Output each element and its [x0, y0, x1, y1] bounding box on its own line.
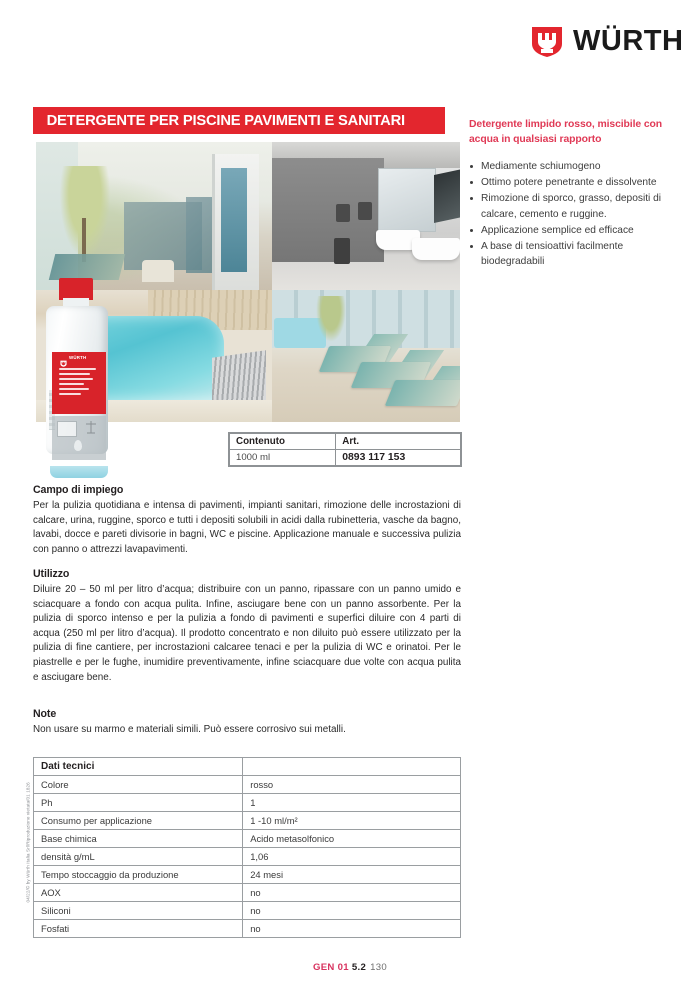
tech-value: rosso — [243, 776, 461, 794]
hazard-icon — [84, 420, 98, 435]
footer-section: GEN 01 — [312, 962, 349, 973]
waste-bin — [334, 238, 350, 264]
table-row — [34, 902, 461, 920]
list-item: Ottimo potere penetrante e dissolvente — [469, 175, 675, 190]
soap-dispenser — [336, 204, 350, 222]
tech-key: Fosfati — [34, 920, 243, 938]
tech-value: 1 -10 ml/m² — [243, 812, 461, 830]
droplet-icon — [74, 440, 82, 451]
lounger — [385, 380, 460, 406]
spa-door — [212, 154, 259, 290]
tech-value: 1 — [243, 794, 461, 812]
table-row — [34, 794, 461, 812]
bottle-logo — [60, 354, 86, 361]
feature-bullet-list — [469, 159, 675, 269]
section-heading: Utilizzo — [33, 568, 70, 580]
table-row — [34, 776, 461, 794]
wurth-logo — [530, 24, 683, 58]
tech-key: Colore — [34, 776, 243, 794]
list-item: A base di tensioattivi facilmente biodegradabili — [469, 239, 675, 269]
table-header-row — [34, 758, 461, 776]
table-row — [34, 848, 461, 866]
tech-key: densità g/mL — [34, 848, 243, 866]
product-title-banner — [33, 107, 445, 134]
tech-value: no — [243, 920, 461, 938]
table-row — [34, 866, 461, 884]
tech-key: Consumo per applicazione — [34, 812, 243, 830]
tech-value: no — [243, 902, 461, 920]
bottle-label-text-lines — [59, 368, 99, 398]
table-row — [34, 812, 461, 830]
copyright-side-note: 04/22/© by Würth Italia Srl/Riproduzione vietata/01 1826 — [25, 782, 31, 903]
bottle-label — [52, 352, 106, 414]
table-row — [230, 450, 461, 466]
wurth-shield-icon — [530, 24, 564, 58]
tech-key: Siliconi — [34, 902, 243, 920]
tech-table-title: Dati tecnici — [34, 758, 243, 776]
tech-value: no — [243, 884, 461, 902]
highlight-heading: Detergente limpido rosso, miscibile con acqua in qualsiasi rapporto — [469, 119, 662, 145]
wurth-wordmark: WÜRTH — [573, 24, 684, 57]
cell-contenuto: 1000 ml — [230, 450, 336, 466]
section-heading: Campo di impiego — [33, 484, 124, 496]
washbasin — [412, 238, 460, 260]
tech-value: 1,06 — [243, 848, 461, 866]
product-bottle-image — [44, 278, 110, 454]
table-row — [34, 830, 461, 848]
bottle-liquid — [50, 466, 108, 478]
footer-page-number: 130 — [370, 962, 388, 973]
bathroom-mirror — [378, 168, 436, 232]
bottle-body — [46, 306, 108, 454]
article-table — [228, 432, 462, 467]
spa-lounger — [49, 254, 125, 280]
section-body: Per la pulizia quotidiana e intensa di pavimenti, impianti sanitari, rimozione delle incrostazioni di calcare, urina, ruggine, sporco e tutti i depositi solubili in acidi dalla rubinetteria, vasche da bagno, lavabi, docce e pareti divisorie in bagni, WC e piscine. Applicazione manuale e successiva pulizia con panno o attrezzi lavapavimenti. — [33, 500, 461, 555]
bottle-pictogram-area — [52, 416, 106, 460]
section-heading: Note — [33, 708, 57, 720]
column-header-art: Art. — [336, 434, 461, 450]
list-item: Applicazione semplice ed efficace — [469, 223, 675, 238]
section-body: Non usare su marmo e materiali simili. Può essere corrosivo sui metalli. — [33, 724, 346, 735]
bottle-brand-text: WÜRTH — [69, 355, 87, 360]
section-utilizzo — [33, 568, 461, 685]
tech-key: Base chimica — [34, 830, 243, 848]
cell-article-number: 0893 117 153 — [336, 450, 461, 466]
bottle-cap — [59, 278, 93, 300]
section-campo-di-impiego — [33, 484, 461, 557]
list-item: Rimozione di sporco, grasso, depositi di calcare, cemento e ruggine. — [469, 191, 675, 221]
tech-key: AOX — [34, 884, 243, 902]
table-row — [34, 920, 461, 938]
section-note — [33, 708, 461, 738]
tech-value: 24 mesi — [243, 866, 461, 884]
spa-chair — [142, 260, 174, 282]
table-row — [34, 884, 461, 902]
tech-key: Tempo stoccaggio da produzione — [34, 866, 243, 884]
photo-bathroom — [272, 142, 460, 290]
footer-version: 5.2 — [351, 962, 367, 973]
highlight-column — [469, 118, 675, 270]
page-title: DETERGENTE PER PISCINE PAVIMENTI E SANITARI — [46, 112, 405, 129]
page-footer — [0, 962, 700, 973]
instruction-icon — [57, 421, 77, 437]
list-item: Mediamente schiumogeno — [469, 159, 675, 174]
column-header-contenuto: Contenuto — [230, 434, 336, 450]
indoor-plant — [316, 296, 346, 342]
technical-data-table — [33, 757, 461, 938]
bathroom-panel — [434, 169, 460, 223]
soap-dispenser — [358, 202, 372, 220]
section-body: Diluire 20 – 50 ml per litro d’acqua; distribuire con un panno, ripassare con un panno umido e sciacquare a fondo con acqua pulita. Infine, asciugare bene con un panno assorbente. Per la pulizia di sporco intenso e per la pulizia a fondo di pavimenti e superfici diluire con 4 parti di acqua (250 ml per litro d’acqua). Il prodotto concentrato e non diluito può essere utilizzato per la pulizia di fine cantiere, per incrostazioni calcaree tenaci e per la pulizia di WC e orinatoi. Per le piastrelle e per le fughe, inumidire preventivamente, infine sciacquare due volte con acqua pulita e asciugare bene. — [33, 584, 461, 683]
tech-key: Ph — [34, 794, 243, 812]
wurth-shield-icon — [60, 354, 67, 361]
tech-table-title-spacer — [243, 758, 461, 776]
table-header-row — [230, 434, 461, 450]
tech-value: Acido metasolfonico — [243, 830, 461, 848]
photo-spa-interior — [36, 142, 272, 290]
spa-plant — [58, 166, 112, 262]
photo-loungers — [272, 290, 460, 422]
